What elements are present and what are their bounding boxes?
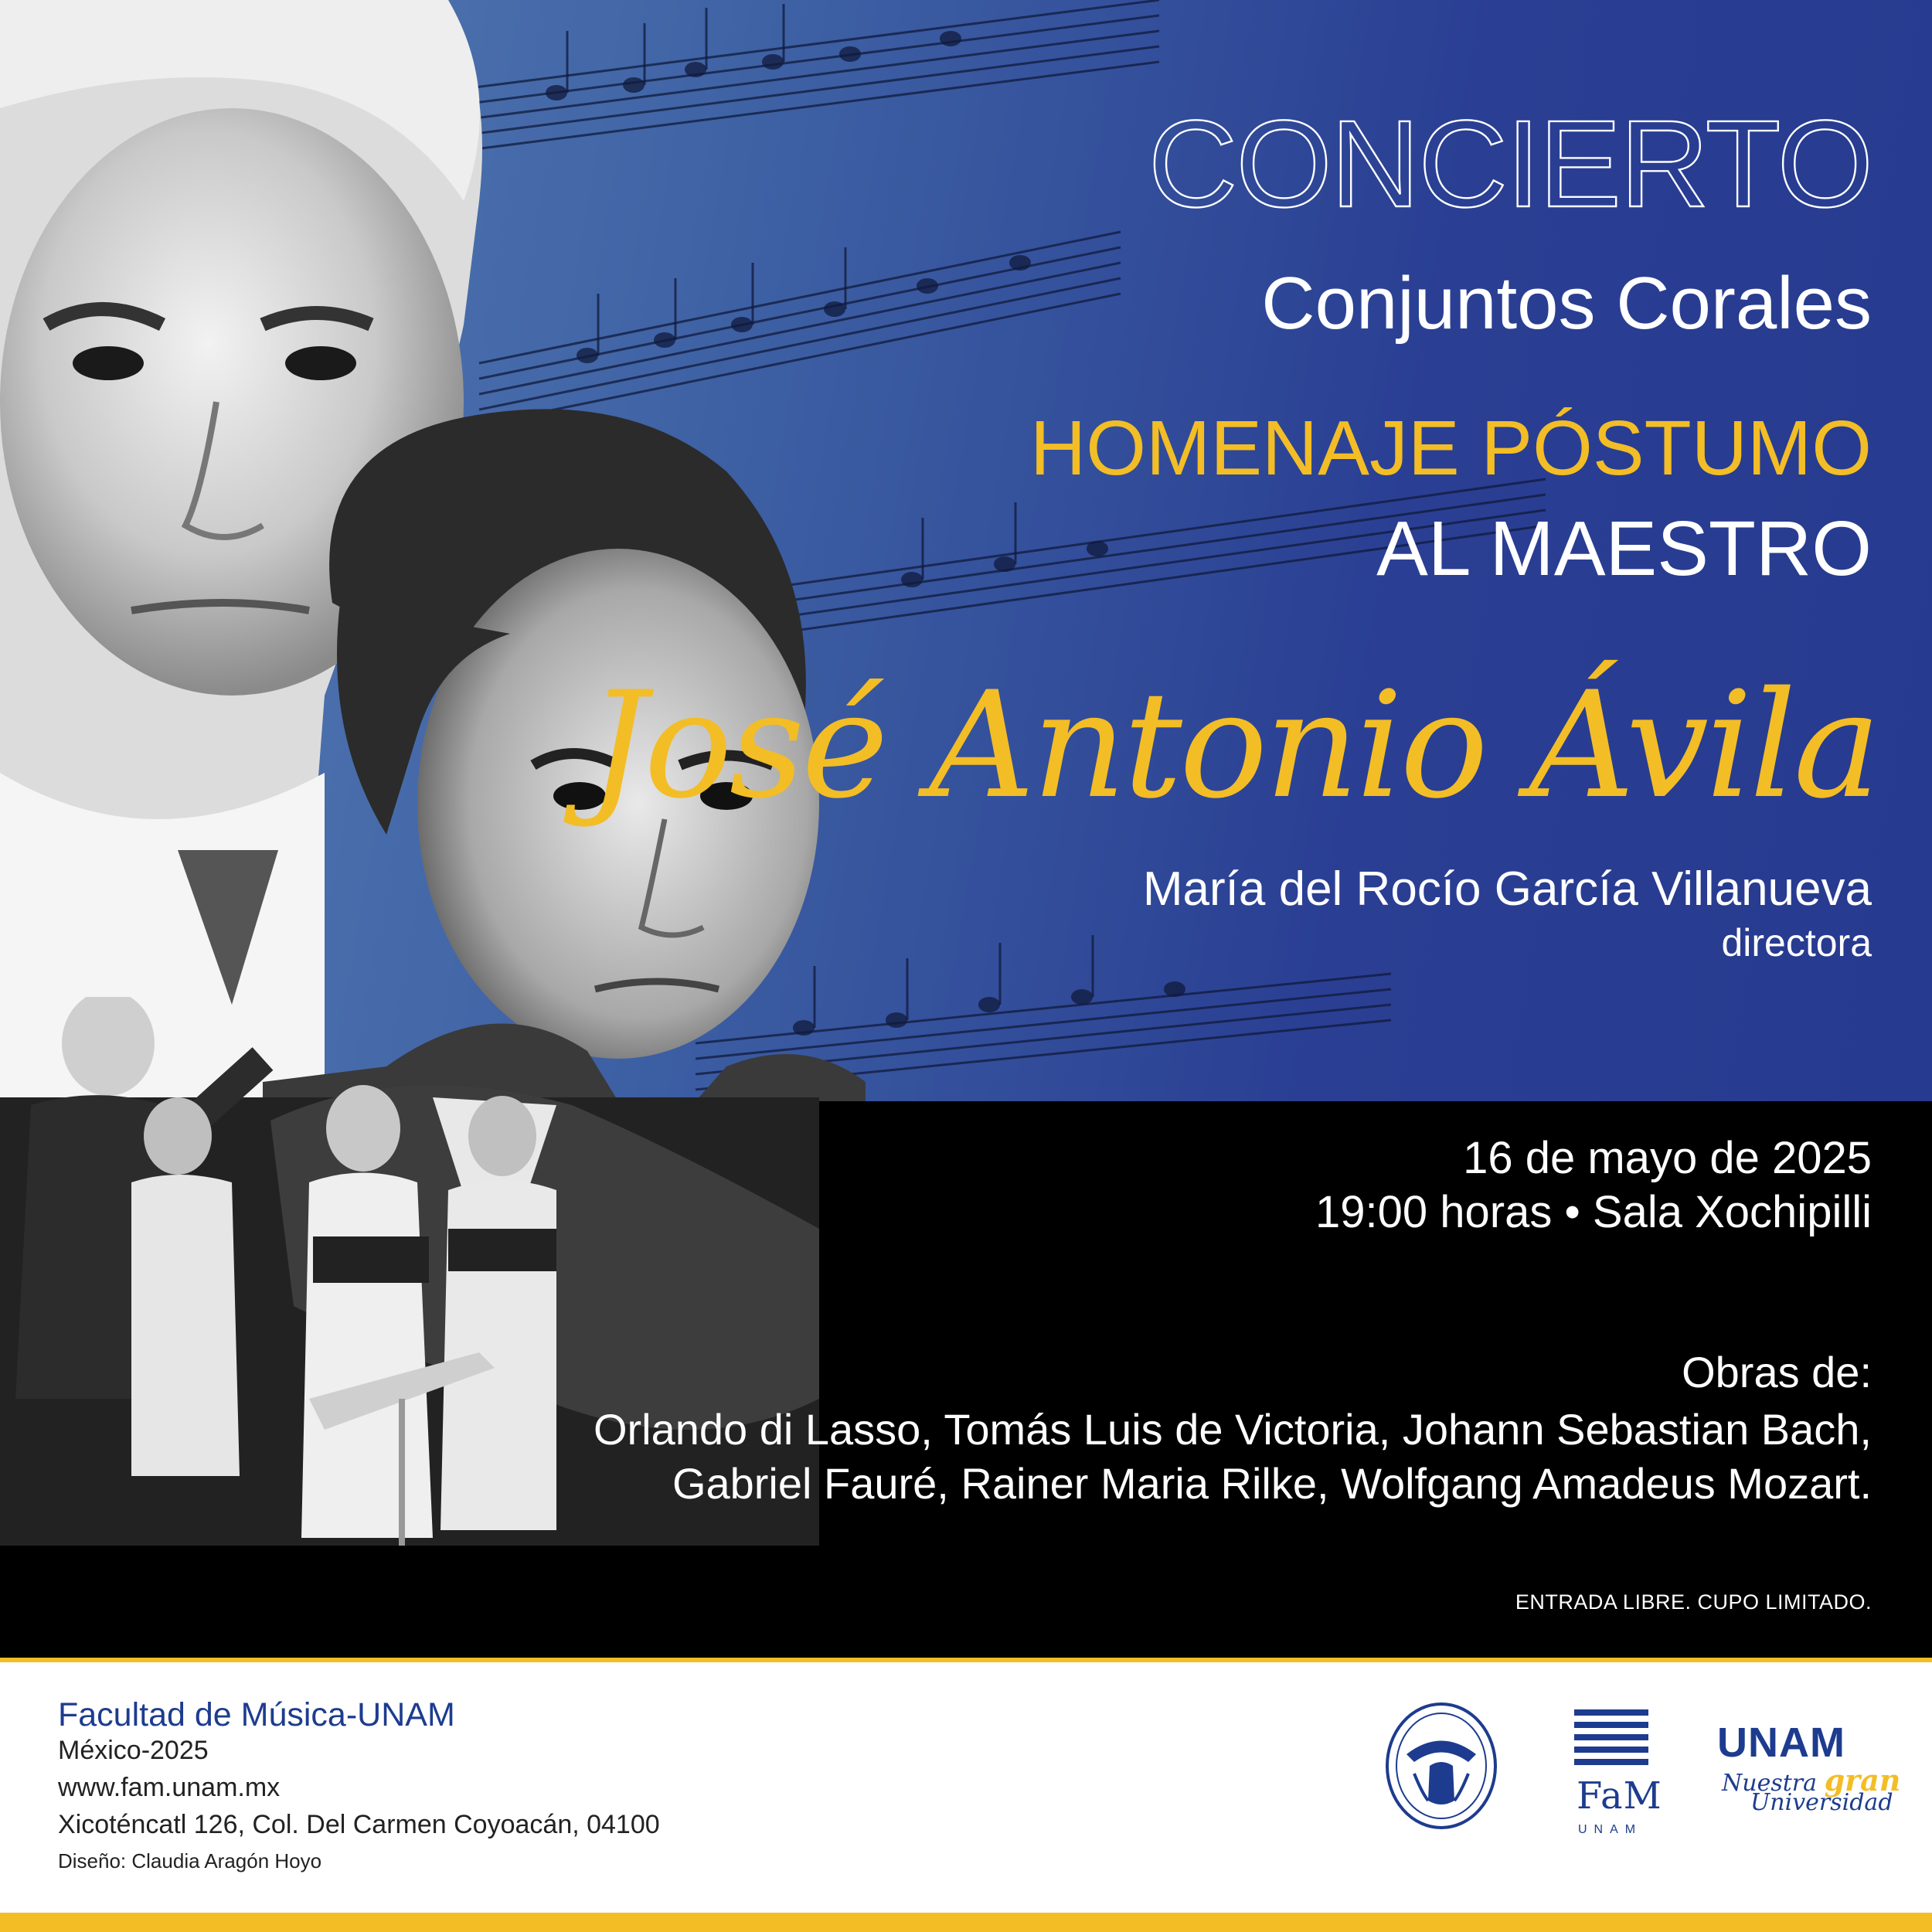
composers-line-1: Orlando di Lasso, Tomás Luis de Victoria, Johann Sebastian Bach, — [593, 1405, 1872, 1454]
unam-seal-logo — [1383, 1700, 1499, 1832]
tribute-line-1: HOMENAJE PÓSTUMO — [1030, 405, 1872, 492]
website-link[interactable]: www.fam.unam.mx — [58, 1773, 281, 1802]
event-time-venue: 19:00 horas • Sala Xochipilli — [1315, 1187, 1872, 1237]
fam-logo-text: FaM — [1577, 1774, 1662, 1818]
tribute-line-2: AL MAESTRO — [1376, 505, 1872, 592]
address: Xicoténcatl 126, Col. Del Carmen Coyoacán, 04100 — [58, 1810, 660, 1839]
director-role: directora — [1721, 921, 1872, 964]
design-credit: Diseño: Claudia Aragón Hoyo — [58, 1849, 322, 1872]
works-heading: Obras de: — [1682, 1348, 1872, 1396]
director-name: María del Rocío García Villanueva — [1142, 862, 1872, 916]
slogan-gran: gran — [1824, 1763, 1901, 1798]
slogan-nuestra: Nuestra — [1722, 1770, 1818, 1797]
honoree-name: José Antonio Ávila — [588, 660, 1878, 831]
fam-logo-subtext: UNAM — [1578, 1823, 1643, 1836]
event-date: 16 de mayo de 2025 — [1463, 1133, 1872, 1183]
footer-accent-bar — [0, 1913, 1932, 1932]
unam-slogan-line-2: Universidad — [1750, 1789, 1893, 1816]
admission-note: ENTRADA LIBRE. CUPO LIMITADO. — [1515, 1590, 1872, 1614]
unam-wordmark: UNAM — [1717, 1719, 1845, 1766]
institution-name: Facultad de Música-UNAM — [58, 1696, 455, 1733]
composers-line-2: Gabriel Fauré, Rainer Maria Rilke, Wolfgang Amadeus Mozart. — [672, 1459, 1872, 1508]
fam-logo-lines — [1573, 1708, 1650, 1774]
concert-title: CONCIERTO — [1148, 94, 1872, 233]
ensemble-name: Conjuntos Corales — [1261, 262, 1872, 345]
city-year: México-2025 — [58, 1736, 209, 1765]
